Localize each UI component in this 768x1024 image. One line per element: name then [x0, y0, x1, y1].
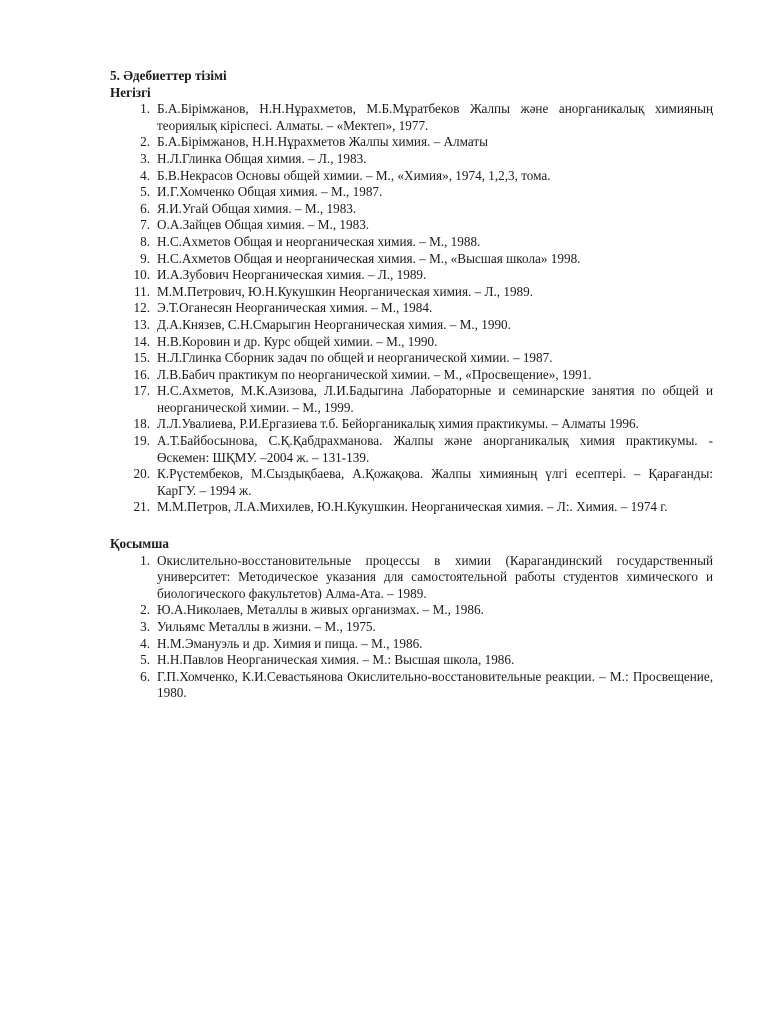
reference-number: 19.: [133, 433, 150, 449]
reference-item: [110, 499, 713, 516]
reference-number: 17.: [133, 383, 150, 399]
reference-item: [110, 602, 713, 619]
section-spacer: [110, 516, 713, 536]
reference-text: Д.А.Князев, С.Н.Смарыгин Неорганическая химия. – М., 1990.: [157, 316, 511, 332]
reference-number: 13.: [133, 316, 150, 332]
reference-text: Н.Л.Глинка Общая химия. – Л., 1983.: [157, 150, 367, 166]
reference-item: [110, 367, 713, 384]
reference-item: [110, 101, 713, 134]
reference-item: [110, 134, 713, 151]
reference-text: Ю.А.Николаев, Металлы в живых организмах. – М., 1986.: [157, 602, 484, 618]
reference-number: 2.: [140, 134, 150, 150]
reference-number: 1.: [140, 101, 150, 117]
reference-number: 5.: [140, 652, 150, 668]
reference-number: 3.: [140, 150, 150, 166]
reference-number: 15.: [133, 350, 150, 366]
additional-literature-list: [110, 553, 713, 702]
reference-number: 1.: [140, 552, 150, 568]
reference-item: [110, 334, 713, 351]
reference-item: [110, 652, 713, 669]
reference-number: 7.: [140, 217, 150, 233]
reference-item: [110, 416, 713, 433]
reference-number: 18.: [133, 416, 150, 432]
reference-text: К.Рүстембеков, М.Сыздықбаева, А.Қожақова. Жалпы химияның үлгі есептері. – Қарағанды: КарГУ. – 1994 ж.: [157, 466, 713, 498]
reference-text: А.Т.Байбосынова, С.Қ.Қабдрахманова. Жалпы және анорганикалық химия практикумы. - Өскемен: ШҚМУ. –2004 ж. – 131-139.: [157, 433, 713, 465]
reference-text: Н.С.Ахметов, М.К.Азизова, Л.И.Бадыгина Лабораторные и семинарские занятия по общей и неорганической химии. – М., 1999.: [157, 383, 713, 415]
reference-text: И.А.Зубович Неорганическая химия. – Л., 1989.: [157, 267, 427, 283]
reference-item: [110, 217, 713, 234]
reference-text: Н.С.Ахметов Общая и неорганическая химия. – М., 1988.: [157, 233, 481, 249]
main-literature-list: [110, 101, 713, 516]
document-page: [110, 68, 713, 702]
reference-item: [110, 151, 713, 168]
section-title: 5. Әдебиеттер тізімі: [110, 68, 227, 83]
reference-number: 2.: [140, 602, 150, 618]
reference-text: Н.М.Эмануэль и др. Химия и пища. – М., 1986.: [157, 635, 423, 651]
reference-item: [110, 553, 713, 603]
reference-item: [110, 284, 713, 301]
reference-number: 4.: [140, 167, 150, 183]
reference-number: 5.: [140, 184, 150, 200]
reference-number: 11.: [134, 283, 150, 299]
reference-item: [110, 168, 713, 185]
reference-number: 3.: [140, 619, 150, 634]
reference-text: М.М.Петров, Л.А.Михилев, Ю.Н.Кукушкин. Неорганическая химия. – Л:. Химия. – 1974 г.: [157, 499, 668, 515]
reference-text: Б.А.Бірімжанов, Н.Н.Нұрахметов Жалпы химия. – Алматы: [157, 134, 489, 150]
reference-text: Л.В.Бабич практикум по неорганической химии. – М., «Просвещение», 1991.: [157, 366, 592, 382]
reference-text: Б.В.Некрасов Основы общей химии. – М., «Химия», 1974, 1,2,3, тома.: [157, 167, 551, 183]
reference-item: [110, 466, 713, 499]
reference-text: И.Г.Хомченко Общая химия. – М., 1987.: [157, 184, 383, 200]
reference-number: 12.: [133, 300, 150, 316]
reference-item: [110, 636, 713, 653]
reference-item: [110, 251, 713, 268]
reference-text: М.М.Петрович, Ю.Н.Кукушкин Неорганическая химия. – Л., 1989.: [157, 283, 534, 299]
reference-number: 20.: [133, 466, 150, 482]
reference-text: О.А.Зайцев Общая химия. – М., 1983.: [157, 217, 370, 233]
reference-number: 10.: [133, 267, 150, 283]
reference-item: [110, 383, 713, 416]
reference-text: Н.Л.Глинка Сборник задач по общей и неорганической химии. – 1987.: [157, 350, 553, 366]
reference-item: [110, 317, 713, 334]
reference-number: 16.: [133, 366, 150, 382]
reference-number: 21.: [133, 499, 150, 515]
reference-item: [110, 300, 713, 317]
reference-text: Г.П.Хомченко, К.И.Севастьянова Окислительно-восстановительные реакции. – М.: Просвещение, 1980.: [157, 668, 713, 701]
reference-number: 6.: [140, 200, 150, 216]
reference-text: Н.В.Коровин и др. Курс общей химии. – М., 1990.: [157, 333, 438, 349]
reference-item: [110, 184, 713, 201]
reference-number: 4.: [140, 635, 150, 651]
reference-item: [110, 350, 713, 367]
reference-item: [110, 669, 713, 702]
reference-item: [110, 201, 713, 218]
reference-number: 8.: [140, 233, 150, 249]
main-literature-heading: Негізгі: [110, 84, 151, 100]
reference-text: Н.С.Ахметов Общая и неорганическая химия. – М., «Высшая школа» 1998.: [157, 250, 581, 266]
reference-text: Окислительно-восстановительные процессы в химии (Карагандинский государственный университет: Методическое указания для самостоятельной работы студентов химического и биологического факультетов) Алма-Ата. – 1989.: [157, 552, 713, 601]
reference-item: [110, 433, 713, 466]
reference-number: 14.: [133, 333, 150, 349]
reference-text: Э.Т.Оганесян Неорганическая химия. – М., 1984.: [157, 300, 433, 316]
reference-item: [110, 267, 713, 284]
reference-text: Я.И.Угай Общая химия. – М., 1983.: [157, 200, 357, 216]
reference-text: Л.Л.Увалиева, Р.И.Ергазиева т.б. Бейорганикалық химия практикумы. – Алматы 1996.: [157, 416, 639, 432]
reference-number: 6.: [140, 668, 150, 684]
reference-text: Б.А.Бірімжанов, Н.Н.Нұрахметов, М.Б.Мұратбеков Жалпы және анорганикалық химияның теориялық кіріспесі. Алматы. – «Мектеп», 1977.: [157, 101, 713, 133]
reference-text: Уильямс Металлы в жизни. – М., 1975.: [157, 619, 376, 634]
reference-item: [110, 234, 713, 251]
reference-text: Н.Н.Павлов Неорганическая химия. – М.: Высшая школа, 1986.: [157, 652, 515, 668]
reference-item: [110, 619, 713, 636]
reference-number: 9.: [140, 250, 150, 266]
additional-literature-heading: Қосымша: [110, 536, 170, 552]
